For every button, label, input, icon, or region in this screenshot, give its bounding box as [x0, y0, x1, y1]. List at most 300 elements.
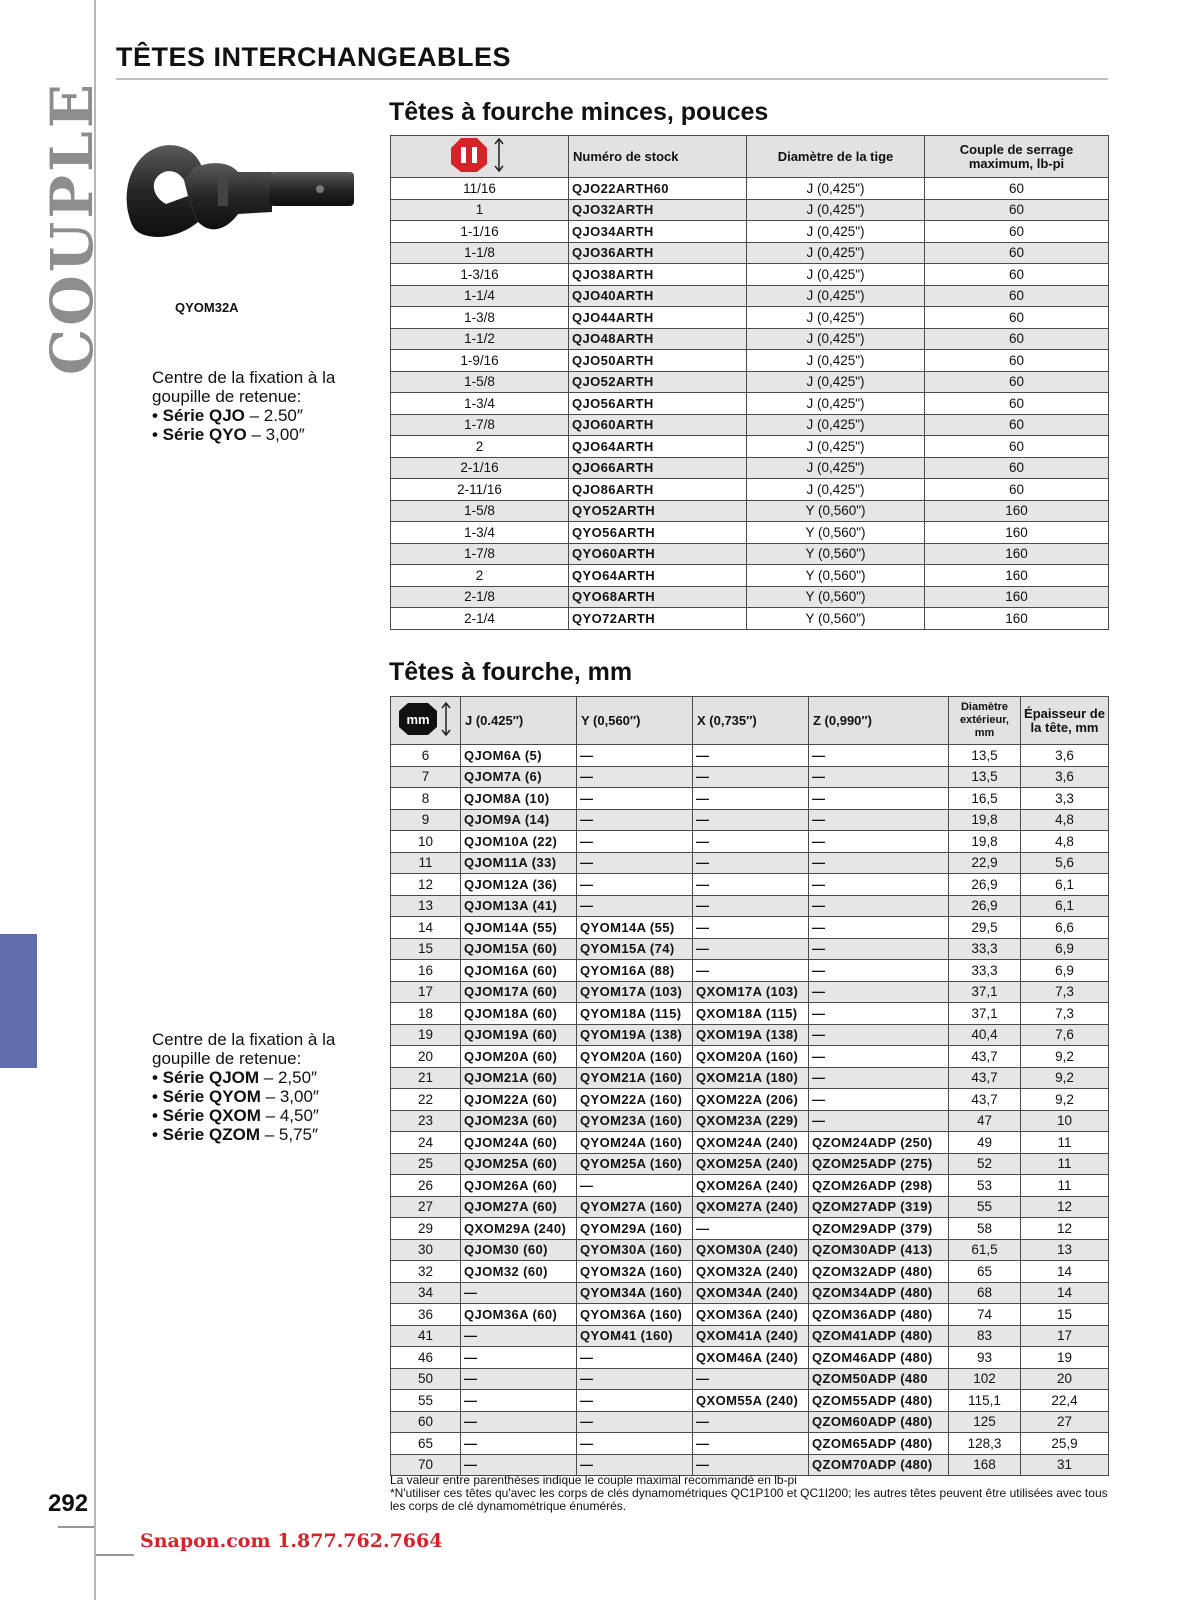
note-item	[152, 425, 335, 444]
x-shank-cell: —	[693, 831, 809, 853]
x-shank-cell: QXOM46A (240)	[693, 1347, 809, 1369]
size-cell: 32	[391, 1261, 461, 1283]
shank-x-header: X (0,735″)	[693, 697, 809, 745]
y-shank-cell: —	[577, 831, 693, 853]
y-shank-cell: —	[577, 766, 693, 788]
table-row	[391, 1196, 1109, 1218]
head-thickness-cell: 3,6	[1021, 745, 1109, 767]
stock-number-header: Numéro de stock	[569, 136, 747, 178]
y-shank-cell: QYOM41 (160)	[577, 1325, 693, 1347]
note-mm-series	[152, 1030, 335, 1144]
outer-diameter-cell: 68	[949, 1282, 1021, 1304]
shank-cell: J (0,425")	[747, 221, 925, 243]
size-cell: 20	[391, 1046, 461, 1068]
z-shank-cell: QZOM65ADP (480)	[809, 1433, 949, 1455]
j-shank-cell: QJOM6A (5)	[461, 745, 577, 767]
stock-number-cell: QJO38ARTH	[569, 264, 747, 286]
shank-cell: Y (0,560")	[747, 608, 925, 630]
z-shank-cell: —	[809, 1067, 949, 1089]
shank-cell: J (0,425")	[747, 436, 925, 458]
size-cell: 1-1/2	[391, 328, 569, 350]
page-number-rule	[58, 1526, 94, 1528]
x-shank-cell: QXOM18A (115)	[693, 1003, 809, 1025]
size-cell: 1-1/8	[391, 242, 569, 264]
stock-number-cell: QYO64ARTH	[569, 565, 747, 587]
torque-cell: 160	[925, 522, 1109, 544]
series-label: • Série QXOM	[152, 1106, 261, 1125]
j-shank-cell: QJOM15A (60)	[461, 938, 577, 960]
outer-diameter-cell: 93	[949, 1347, 1021, 1369]
series-value: – 2,50″	[259, 1068, 318, 1087]
series-label: • Série QJOM	[152, 1068, 260, 1087]
table-row	[391, 852, 1109, 874]
shank-cell: J (0,425")	[747, 242, 925, 264]
section-title-inch: Têtes à fourche minces, pouces	[389, 98, 769, 126]
outer-diameter-cell: 13,5	[949, 745, 1021, 767]
head-thickness-cell: 14	[1021, 1261, 1109, 1283]
j-shank-cell: QJOM14A (55)	[461, 917, 577, 939]
table-row	[391, 1067, 1109, 1089]
table-row	[391, 414, 1109, 436]
size-cell: 8	[391, 788, 461, 810]
j-shank-cell: QJOM22A (60)	[461, 1089, 577, 1111]
stock-number-cell: QJO86ARTH	[569, 479, 747, 501]
y-shank-cell: —	[577, 745, 693, 767]
x-shank-cell: QXOM25A (240)	[693, 1153, 809, 1175]
head-thickness-cell: 3,3	[1021, 788, 1109, 810]
torque-cell: 60	[925, 285, 1109, 307]
mm-size-icon	[397, 699, 455, 739]
size-cell: 1-1/16	[391, 221, 569, 243]
head-thickness-cell: 19	[1021, 1347, 1109, 1369]
table-row	[391, 1110, 1109, 1132]
outer-diameter-cell: 83	[949, 1325, 1021, 1347]
size-cell: 25	[391, 1153, 461, 1175]
table-row	[391, 1239, 1109, 1261]
x-shank-cell: QXOM32A (240)	[693, 1261, 809, 1283]
stock-number-cell: QJO44ARTH	[569, 307, 747, 329]
head-thickness-cell: 6,9	[1021, 938, 1109, 960]
size-cell: 1-3/8	[391, 307, 569, 329]
j-shank-cell: —	[461, 1347, 577, 1369]
x-shank-cell: —	[693, 874, 809, 896]
footnote-torque: La valeur entre parenthèses indique le couple maximal recommandé en lb-pi	[390, 1473, 797, 1487]
note-item	[152, 1125, 335, 1144]
y-shank-cell: QYOM18A (115)	[577, 1003, 693, 1025]
table-row	[391, 1175, 1109, 1197]
head-thickness-cell: 9,2	[1021, 1067, 1109, 1089]
y-shank-cell: QYOM24A (160)	[577, 1132, 693, 1154]
torque-cell: 60	[925, 178, 1109, 200]
footer-rule	[96, 1554, 134, 1556]
outer-diameter-cell: 37,1	[949, 981, 1021, 1003]
torque-cell: 160	[925, 565, 1109, 587]
table-row	[391, 199, 1109, 221]
series-label: • Série QJO	[152, 406, 245, 425]
table-row	[391, 1153, 1109, 1175]
table-row	[391, 436, 1109, 458]
z-shank-cell: —	[809, 1024, 949, 1046]
stock-number-cell: QJO36ARTH	[569, 242, 747, 264]
head-thickness-cell: 22,4	[1021, 1390, 1109, 1412]
head-thickness-cell: 25,9	[1021, 1433, 1109, 1455]
head-thickness-cell: 31	[1021, 1454, 1109, 1476]
j-shank-cell: QJOM10A (22)	[461, 831, 577, 853]
z-shank-cell: —	[809, 1110, 949, 1132]
outer-diameter-cell: 52	[949, 1153, 1021, 1175]
x-shank-cell: —	[693, 917, 809, 939]
shank-cell: Y (0,560")	[747, 500, 925, 522]
x-shank-cell: QXOM22A (206)	[693, 1089, 809, 1111]
size-cell: 18	[391, 1003, 461, 1025]
size-cell: 17	[391, 981, 461, 1003]
x-shank-cell: QXOM41A (240)	[693, 1325, 809, 1347]
torque-cell: 60	[925, 436, 1109, 458]
stock-number-cell: QJO66ARTH	[569, 457, 747, 479]
j-shank-cell: QJOM7A (6)	[461, 766, 577, 788]
x-shank-cell: QXOM36A (240)	[693, 1304, 809, 1326]
table-row	[391, 328, 1109, 350]
section-color-tab	[0, 934, 37, 1068]
torque-cell: 160	[925, 608, 1109, 630]
series-value: – 3,00″	[246, 425, 305, 444]
stock-number-cell: QYO56ARTH	[569, 522, 747, 544]
note-item	[152, 1106, 335, 1125]
z-shank-cell: —	[809, 938, 949, 960]
z-shank-cell: —	[809, 981, 949, 1003]
head-thickness-cell: 3,6	[1021, 766, 1109, 788]
wrench-head-image	[122, 132, 362, 282]
table-row	[391, 500, 1109, 522]
y-shank-cell: QYOM16A (88)	[577, 960, 693, 982]
x-shank-cell: —	[693, 960, 809, 982]
y-shank-cell: QYOM22A (160)	[577, 1089, 693, 1111]
series-value: – 2.50″	[244, 406, 303, 425]
series-label: • Série QZOM	[152, 1125, 260, 1144]
size-cell: 70	[391, 1454, 461, 1476]
y-shank-cell: —	[577, 1433, 693, 1455]
j-shank-cell: QJOM18A (60)	[461, 1003, 577, 1025]
torque-cell: 60	[925, 221, 1109, 243]
y-shank-cell: QYOM32A (160)	[577, 1261, 693, 1283]
y-shank-cell: QYOM27A (160)	[577, 1196, 693, 1218]
table-row	[391, 788, 1109, 810]
z-shank-cell: QZOM26ADP (298)	[809, 1175, 949, 1197]
size-cell: 23	[391, 1110, 461, 1132]
head-thickness-cell: 11	[1021, 1175, 1109, 1197]
size-cell: 1-5/8	[391, 500, 569, 522]
z-shank-cell: QZOM34ADP (480)	[809, 1282, 949, 1304]
max-torque-header: Couple de serrage maximum, lb-pi	[925, 136, 1109, 178]
outer-diameter-cell: 26,9	[949, 874, 1021, 896]
table-row	[391, 831, 1109, 853]
outer-diameter-cell: 47	[949, 1110, 1021, 1132]
j-shank-cell: QJOM20A (60)	[461, 1046, 577, 1068]
table-row	[391, 307, 1109, 329]
torque-cell: 60	[925, 457, 1109, 479]
mm-heads-table	[390, 696, 1109, 1476]
table-row	[391, 1390, 1109, 1412]
torque-cell: 60	[925, 350, 1109, 372]
head-thickness-cell: 7,3	[1021, 981, 1109, 1003]
z-shank-cell: —	[809, 917, 949, 939]
torque-cell: 60	[925, 199, 1109, 221]
size-cell: 19	[391, 1024, 461, 1046]
shank-cell: J (0,425")	[747, 414, 925, 436]
size-cell: 55	[391, 1390, 461, 1412]
head-thickness-cell: 7,3	[1021, 1003, 1109, 1025]
shank-diameter-header: Diamètre de la tige	[747, 136, 925, 178]
table-row	[391, 895, 1109, 917]
table-row	[391, 1089, 1109, 1111]
y-shank-cell: —	[577, 895, 693, 917]
z-shank-cell: —	[809, 895, 949, 917]
size-cell: 30	[391, 1239, 461, 1261]
y-shank-cell: —	[577, 1347, 693, 1369]
size-cell: 24	[391, 1132, 461, 1154]
shank-cell: J (0,425")	[747, 307, 925, 329]
note-line: Centre de la fixation à la	[152, 1030, 336, 1049]
size-cell: 41	[391, 1325, 461, 1347]
size-cell: 11	[391, 852, 461, 874]
y-shank-cell: QYOM14A (55)	[577, 917, 693, 939]
size-cell: 50	[391, 1368, 461, 1390]
z-shank-cell: QZOM30ADP (413)	[809, 1239, 949, 1261]
head-thickness-cell: 17	[1021, 1325, 1109, 1347]
shank-z-header: Z (0,990″)	[809, 697, 949, 745]
table-row	[391, 1003, 1109, 1025]
series-label: • Série QYOM	[152, 1087, 261, 1106]
torque-cell: 160	[925, 543, 1109, 565]
torque-cell: 60	[925, 307, 1109, 329]
z-shank-cell: QZOM29ADP (379)	[809, 1218, 949, 1240]
stock-number-cell: QYO72ARTH	[569, 608, 747, 630]
y-shank-cell: —	[577, 1454, 693, 1476]
footnotes	[390, 1474, 1120, 1513]
outer-diameter-cell: 55	[949, 1196, 1021, 1218]
shank-cell: J (0,425")	[747, 457, 925, 479]
size-cell: 6	[391, 745, 461, 767]
outer-diameter-cell: 128,3	[949, 1433, 1021, 1455]
stock-number-cell: QJO50ARTH	[569, 350, 747, 372]
stock-number-cell: QJO60ARTH	[569, 414, 747, 436]
size-cell: 2-11/16	[391, 479, 569, 501]
series-value: – 5,75″	[259, 1125, 318, 1144]
table-row	[391, 221, 1109, 243]
note-line: goupille de retenue:	[152, 1049, 302, 1068]
outer-diameter-cell: 33,3	[949, 938, 1021, 960]
j-shank-cell: —	[461, 1411, 577, 1433]
size-cell: 13	[391, 895, 461, 917]
table-row	[391, 350, 1109, 372]
y-shank-cell: QYOM25A (160)	[577, 1153, 693, 1175]
outer-diameter-cell: 58	[949, 1218, 1021, 1240]
size-cell: 1	[391, 199, 569, 221]
y-shank-cell: —	[577, 852, 693, 874]
table-row	[391, 543, 1109, 565]
outer-diameter-cell: 22,9	[949, 852, 1021, 874]
footer-contact: Snapon.com 1.877.762.7664	[140, 1530, 443, 1552]
y-shank-cell: QYOM15A (74)	[577, 938, 693, 960]
stock-number-cell: QJO40ARTH	[569, 285, 747, 307]
z-shank-cell: QZOM46ADP (480)	[809, 1347, 949, 1369]
table-row	[391, 393, 1109, 415]
y-shank-cell: —	[577, 1175, 693, 1197]
table-row	[391, 457, 1109, 479]
x-shank-cell: QXOM21A (180)	[693, 1067, 809, 1089]
y-shank-cell: QYOM17A (103)	[577, 981, 693, 1003]
series-value: – 4,50″	[260, 1106, 319, 1125]
x-shank-cell: —	[693, 766, 809, 788]
j-shank-cell: QJOM13A (41)	[461, 895, 577, 917]
outer-diameter-cell: 43,7	[949, 1067, 1021, 1089]
x-shank-cell: QXOM19A (138)	[693, 1024, 809, 1046]
table-row	[391, 1325, 1109, 1347]
x-shank-cell: QXOM26A (240)	[693, 1175, 809, 1197]
head-thickness-cell: 6,1	[1021, 895, 1109, 917]
shank-y-header: Y (0,560″)	[577, 697, 693, 745]
size-cell: 1-1/4	[391, 285, 569, 307]
head-thickness-header: Épaisseur de la tête, mm	[1021, 697, 1109, 745]
side-label: COUPLE	[38, 81, 106, 375]
note-line: Centre de la fixation à la	[152, 368, 336, 387]
shank-cell: J (0,425")	[747, 350, 925, 372]
table-row	[391, 960, 1109, 982]
z-shank-cell: —	[809, 1003, 949, 1025]
size-cell: 21	[391, 1067, 461, 1089]
j-shank-cell: QJOM16A (60)	[461, 960, 577, 982]
x-shank-cell: QXOM55A (240)	[693, 1390, 809, 1412]
size-cell: 1-3/4	[391, 522, 569, 544]
page-number: 292	[48, 1490, 89, 1517]
shank-cell: Y (0,560")	[747, 565, 925, 587]
head-thickness-cell: 10	[1021, 1110, 1109, 1132]
z-shank-cell: QZOM36ADP (480)	[809, 1304, 949, 1326]
outer-diameter-cell: 168	[949, 1454, 1021, 1476]
j-shank-cell: —	[461, 1368, 577, 1390]
table-row	[391, 766, 1109, 788]
table-row	[391, 264, 1109, 286]
stock-number-cell: QJO64ARTH	[569, 436, 747, 458]
outer-diameter-cell: 49	[949, 1132, 1021, 1154]
j-shank-cell: QJOM27A (60)	[461, 1196, 577, 1218]
note-inch-series	[152, 368, 335, 444]
x-shank-cell: —	[693, 852, 809, 874]
y-shank-cell: —	[577, 1411, 693, 1433]
j-shank-cell: —	[461, 1454, 577, 1476]
y-shank-cell: QYOM20A (160)	[577, 1046, 693, 1068]
x-shank-cell: QXOM23A (229)	[693, 1110, 809, 1132]
head-thickness-cell: 9,2	[1021, 1046, 1109, 1068]
outer-diameter-cell: 65	[949, 1261, 1021, 1283]
y-shank-cell: —	[577, 1368, 693, 1390]
j-shank-cell: QJOM23A (60)	[461, 1110, 577, 1132]
size-cell: 2	[391, 436, 569, 458]
y-shank-cell: —	[577, 874, 693, 896]
outer-diameter-cell: 13,5	[949, 766, 1021, 788]
table-row	[391, 1024, 1109, 1046]
size-cell: 2	[391, 565, 569, 587]
x-shank-cell: QXOM27A (240)	[693, 1196, 809, 1218]
size-cell: 10	[391, 831, 461, 853]
table-row	[391, 371, 1109, 393]
head-thickness-cell: 13	[1021, 1239, 1109, 1261]
j-shank-cell: QJOM24A (60)	[461, 1132, 577, 1154]
z-shank-cell: —	[809, 1089, 949, 1111]
j-shank-cell: QJOM9A (14)	[461, 809, 577, 831]
torque-cell: 60	[925, 264, 1109, 286]
table-row	[391, 809, 1109, 831]
shank-cell: J (0,425")	[747, 371, 925, 393]
head-thickness-cell: 15	[1021, 1304, 1109, 1326]
table-row	[391, 1132, 1109, 1154]
table-row	[391, 479, 1109, 501]
j-shank-cell: QJOM36A (60)	[461, 1304, 577, 1326]
y-shank-cell: —	[577, 1390, 693, 1412]
head-thickness-cell: 12	[1021, 1196, 1109, 1218]
size-cell: 46	[391, 1347, 461, 1369]
z-shank-cell: —	[809, 745, 949, 767]
size-cell: 27	[391, 1196, 461, 1218]
x-shank-cell: —	[693, 1218, 809, 1240]
size-cell: 1-3/16	[391, 264, 569, 286]
size-cell: 12	[391, 874, 461, 896]
j-shank-cell: —	[461, 1433, 577, 1455]
footnote-usage: *N'utiliser ces têtes qu'avec les corps de clés dynamométriques QC1P100 et QC1I200; les autres têtes peuvent être utilisées avec tous les corps de clé dynamométrique énumérés.	[390, 1486, 1108, 1513]
note-line: goupille de retenue:	[152, 387, 302, 406]
table-row	[391, 1411, 1109, 1433]
x-shank-cell: —	[693, 938, 809, 960]
title-rule	[116, 78, 1108, 80]
x-shank-cell: QXOM20A (160)	[693, 1046, 809, 1068]
x-shank-cell: QXOM34A (240)	[693, 1282, 809, 1304]
outer-diameter-cell: 29,5	[949, 917, 1021, 939]
head-thickness-cell: 11	[1021, 1132, 1109, 1154]
head-thickness-cell: 6,6	[1021, 917, 1109, 939]
shank-cell: Y (0,560")	[747, 543, 925, 565]
size-cell: 29	[391, 1218, 461, 1240]
mm-size-header	[391, 697, 461, 745]
x-shank-cell: QXOM17A (103)	[693, 981, 809, 1003]
y-shank-cell: QYOM30A (160)	[577, 1239, 693, 1261]
size-cell: 65	[391, 1433, 461, 1455]
j-shank-cell: QJOM11A (33)	[461, 852, 577, 874]
head-thickness-cell: 9,2	[1021, 1089, 1109, 1111]
z-shank-cell: QZOM70ADP (480)	[809, 1454, 949, 1476]
j-shank-cell: —	[461, 1325, 577, 1347]
table-row	[391, 565, 1109, 587]
j-shank-cell: QJOM19A (60)	[461, 1024, 577, 1046]
outer-diameter-cell: 43,7	[949, 1089, 1021, 1111]
outer-diameter-cell: 33,3	[949, 960, 1021, 982]
j-shank-cell: QJOM17A (60)	[461, 981, 577, 1003]
z-shank-cell: —	[809, 960, 949, 982]
table-row	[391, 1282, 1109, 1304]
size-cell: 16	[391, 960, 461, 982]
table-row	[391, 1046, 1109, 1068]
x-shank-cell: QXOM30A (240)	[693, 1239, 809, 1261]
shank-cell: J (0,425")	[747, 199, 925, 221]
head-thickness-cell: 11	[1021, 1153, 1109, 1175]
shank-cell: J (0,425")	[747, 393, 925, 415]
head-thickness-cell: 27	[1021, 1411, 1109, 1433]
shank-cell: J (0,425")	[747, 328, 925, 350]
size-cell: 26	[391, 1175, 461, 1197]
j-shank-cell: QJOM32 (60)	[461, 1261, 577, 1283]
x-shank-cell: —	[693, 745, 809, 767]
size-cell: 2-1/8	[391, 586, 569, 608]
outer-diameter-header: Diamètre extérieur, mm	[949, 697, 1021, 745]
